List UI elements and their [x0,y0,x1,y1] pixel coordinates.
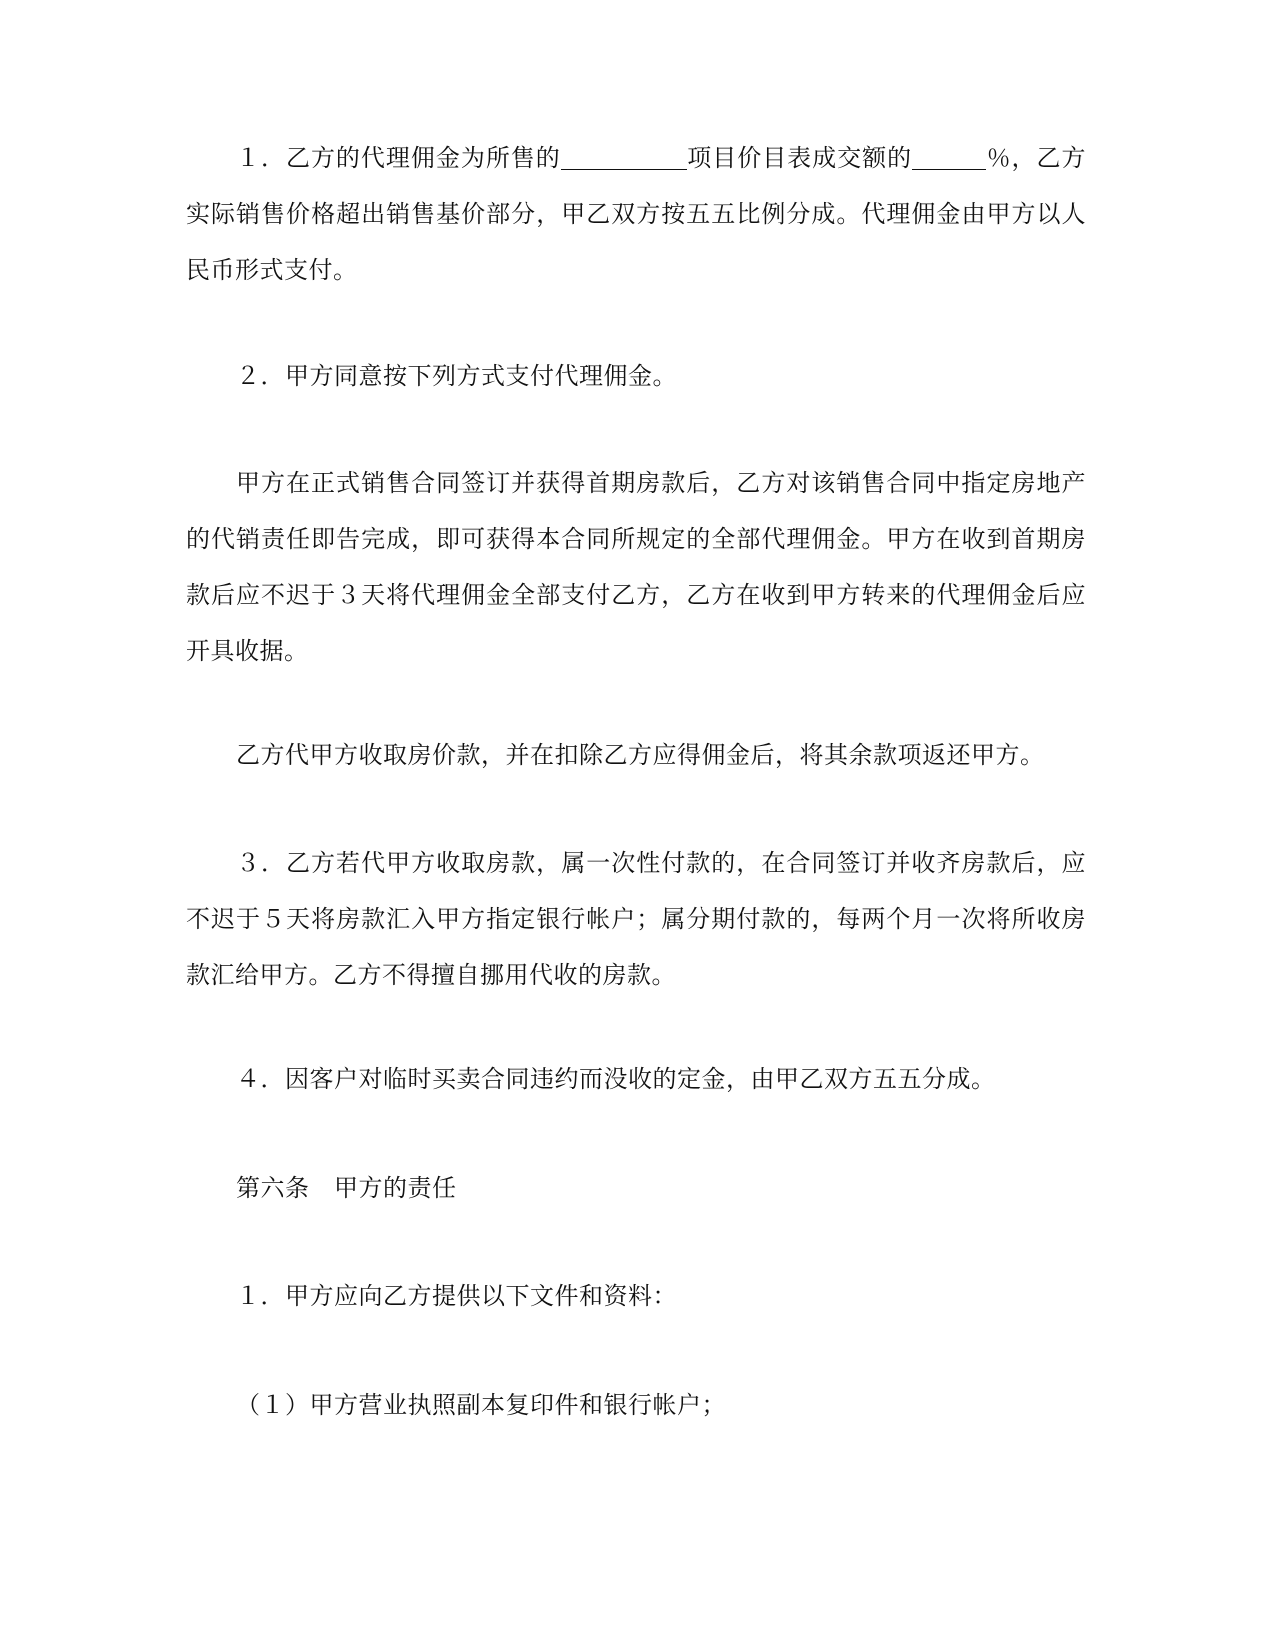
paragraph-first-payment: 甲方在正式销售合同签订并获得首期房款后，乙方对该销售合同中指定房地产的代销责任即告完成，即可获得本合同所规定的全部代理佣金。甲方在收到首期房款后应不迟于３天将代理佣金全部支付乙方，乙方在收到甲方转来的代理佣金后应开具收据。 [186,469,1086,665]
paragraph-collect-price: 乙方代甲方收取房价款，并在扣除乙方应得佣金后，将其余款项返还甲方。 [236,741,1045,769]
paragraph-collect-payment: ３．乙方若代甲方收取房款，属一次性付款的，在合同签订并收齐房款后，应不迟于５天将房款汇入甲方指定银行帐户；属分期付款的，每两个月一次将所收房款汇给甲方。乙方不得擅自挪用代收的房款。 [186,849,1086,989]
percentage-blank[interactable] [912,145,986,170]
commission-text-3: ％，乙方实际销售价格超出销售基价部分，甲乙双方按五五比例分成。代理佣金由甲方以人民币形式支付。 [186,144,1087,284]
paragraph-payment-method: ２．甲方同意按下列方式支付代理佣金。 [236,362,677,390]
paragraph-provide-documents: １．甲方应向乙方提供以下文件和资料： [236,1282,677,1310]
project-name-blank[interactable] [561,145,687,170]
commission-text-1: １．乙方的代理佣金为所售的 [236,144,561,172]
paragraph-deposit: ４．因客户对临时买卖合同违约而没收的定金，由甲乙双方五五分成。 [236,1065,996,1093]
article-six-heading: 第六条 甲方的责任 [236,1174,457,1202]
list-item-business-license: （１）甲方营业执照副本复印件和银行帐户； [236,1391,726,1419]
paragraph-commission-rate [186,130,1086,298]
commission-text-2: 项目价目表成交额的 [686,144,913,172]
